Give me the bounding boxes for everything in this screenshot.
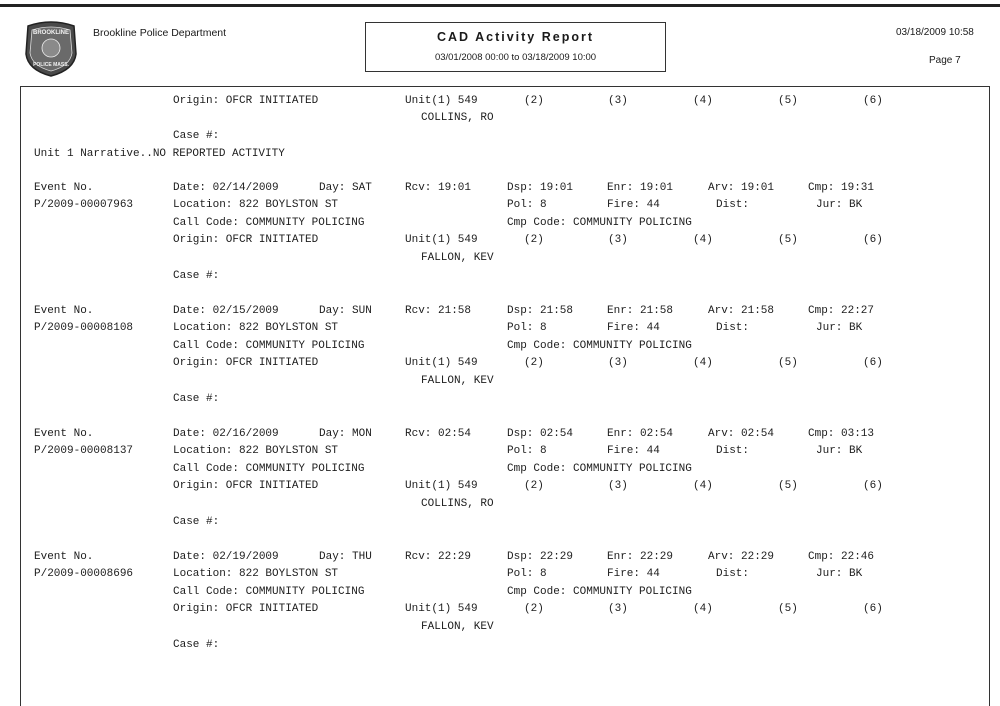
- logo-bottom-text: POLICE MASS.: [33, 62, 69, 68]
- event-date: Date: 02/14/2009: [173, 182, 279, 194]
- event-number-label: Event No.: [34, 182, 94, 194]
- police-district: Pol: 8: [507, 568, 547, 580]
- unit-4: (4): [693, 95, 713, 107]
- unit-2: (2): [524, 357, 544, 369]
- event-day: Day: SAT: [319, 182, 372, 194]
- received-time: Rcv: 02:54: [405, 428, 472, 440]
- complete-time: Cmp: 03:13: [808, 428, 875, 440]
- police-district: Pol: 8: [507, 199, 547, 211]
- unit-1: Unit(1) 549: [405, 480, 478, 492]
- call-code: Call Code: COMMUNITY POLICING: [173, 340, 365, 352]
- enroute-time: Enr: 19:01: [607, 182, 674, 194]
- event-number-label: Event No.: [34, 551, 94, 563]
- unit-6: (6): [863, 234, 883, 246]
- received-time: Rcv: 22:29: [405, 551, 472, 563]
- unit-6: (6): [863, 603, 883, 615]
- unit-4: (4): [693, 234, 713, 246]
- call-code: Call Code: COMMUNITY POLICING: [173, 463, 365, 475]
- unit-1: Unit(1) 549: [405, 234, 478, 246]
- unit-5: (5): [778, 95, 798, 107]
- unit-3: (3): [608, 357, 628, 369]
- dispatch-time: Dsp: 22:29: [507, 551, 574, 563]
- unit-5: (5): [778, 234, 798, 246]
- unit-5: (5): [778, 480, 798, 492]
- event-day: Day: THU: [319, 551, 372, 563]
- unit-1: Unit(1) 549: [405, 357, 478, 369]
- event-location: Location: 822 BOYLSTON ST: [173, 322, 339, 334]
- complete-time: Cmp: 19:31: [808, 182, 875, 194]
- fire-district: Fire: 44: [607, 199, 660, 211]
- event-location: Location: 822 BOYLSTON ST: [173, 445, 339, 457]
- district-label: Dist:: [716, 322, 750, 334]
- event-number-label: Event No.: [34, 305, 94, 317]
- fire-district: Fire: 44: [607, 568, 660, 580]
- unit-5: (5): [778, 357, 798, 369]
- jurisdiction: Jur: BK: [816, 568, 863, 580]
- unit-4: (4): [693, 480, 713, 492]
- jurisdiction: Jur: BK: [816, 199, 863, 211]
- event-id: P/2009-00007963: [34, 199, 134, 211]
- complete-code: Cmp Code: COMMUNITY POLICING: [507, 340, 692, 352]
- enroute-time: Enr: 22:29: [607, 551, 674, 563]
- unit-2: (2): [524, 480, 544, 492]
- jurisdiction: Jur: BK: [816, 445, 863, 457]
- complete-time: Cmp: 22:46: [808, 551, 875, 563]
- unit-4: (4): [693, 603, 713, 615]
- officer-name: COLLINS, RO: [421, 112, 494, 124]
- officer-name: FALLON, KEV: [421, 252, 494, 264]
- unit-3: (3): [608, 603, 628, 615]
- dispatch-time: Dsp: 21:58: [507, 305, 574, 317]
- dispatch-time: Dsp: 19:01: [507, 182, 574, 194]
- report-frame: [20, 86, 990, 706]
- page-number: Page 7: [929, 55, 961, 66]
- unit-3: (3): [608, 234, 628, 246]
- arrive-time: Arv: 22:29: [708, 551, 775, 563]
- police-district: Pol: 8: [507, 322, 547, 334]
- event-day: Day: MON: [319, 428, 372, 440]
- unit-narrative: Unit 1 Narrative..NO REPORTED ACTIVITY: [34, 148, 285, 160]
- case-number: Case #:: [173, 393, 220, 405]
- origin-text: Origin: OFCR INITIATED: [173, 603, 319, 615]
- case-number: Case #:: [173, 639, 220, 651]
- received-time: Rcv: 21:58: [405, 305, 472, 317]
- event-date: Date: 02/16/2009: [173, 428, 279, 440]
- unit-5: (5): [778, 603, 798, 615]
- police-district: Pol: 8: [507, 445, 547, 457]
- officer-name: FALLON, KEV: [421, 621, 494, 633]
- origin-text: Origin: OFCR INITIATED: [173, 234, 319, 246]
- event-id: P/2009-00008137: [34, 445, 134, 457]
- report-title: CAD Activity Report: [437, 30, 594, 44]
- call-code: Call Code: COMMUNITY POLICING: [173, 586, 365, 598]
- fire-district: Fire: 44: [607, 445, 660, 457]
- arrive-time: Arv: 21:58: [708, 305, 775, 317]
- unit-2: (2): [524, 234, 544, 246]
- unit-1: Unit(1) 549: [405, 603, 478, 615]
- event-location: Location: 822 BOYLSTON ST: [173, 199, 339, 211]
- enroute-time: Enr: 02:54: [607, 428, 674, 440]
- event-number-label: Event No.: [34, 428, 94, 440]
- officer-name: FALLON, KEV: [421, 375, 494, 387]
- officer-name: COLLINS, RO: [421, 498, 494, 510]
- unit-1: Unit(1) 549: [405, 95, 478, 107]
- complete-time: Cmp: 22:27: [808, 305, 875, 317]
- event-id: P/2009-00008108: [34, 322, 134, 334]
- event-id: P/2009-00008696: [34, 568, 134, 580]
- unit-3: (3): [608, 95, 628, 107]
- unit-2: (2): [524, 603, 544, 615]
- unit-6: (6): [863, 480, 883, 492]
- origin-text: Origin: OFCR INITIATED: [173, 95, 319, 107]
- arrive-time: Arv: 02:54: [708, 428, 775, 440]
- report-title-box: [365, 22, 666, 72]
- unit-2: (2): [524, 95, 544, 107]
- dispatch-time: Dsp: 02:54: [507, 428, 574, 440]
- event-date: Date: 02/15/2009: [173, 305, 279, 317]
- enroute-time: Enr: 21:58: [607, 305, 674, 317]
- district-label: Dist:: [716, 445, 750, 457]
- received-time: Rcv: 19:01: [405, 182, 472, 194]
- event-date: Date: 02/19/2009: [173, 551, 279, 563]
- district-label: Dist:: [716, 568, 750, 580]
- fire-district: Fire: 44: [607, 322, 660, 334]
- unit-6: (6): [863, 95, 883, 107]
- arrive-time: Arv: 19:01: [708, 182, 775, 194]
- call-code: Call Code: COMMUNITY POLICING: [173, 217, 365, 229]
- unit-4: (4): [693, 357, 713, 369]
- origin-text: Origin: OFCR INITIATED: [173, 480, 319, 492]
- complete-code: Cmp Code: COMMUNITY POLICING: [507, 217, 692, 229]
- logo-top-text: BROOKLINE: [33, 30, 69, 36]
- event-location: Location: 822 BOYLSTON ST: [173, 568, 339, 580]
- case-number: Case #:: [173, 270, 220, 282]
- unit-3: (3): [608, 480, 628, 492]
- police-badge-icon: [22, 20, 80, 78]
- complete-code: Cmp Code: COMMUNITY POLICING: [507, 586, 692, 598]
- date-range: 03/01/2008 00:00 to 03/18/2009 10:00: [434, 52, 597, 63]
- complete-code: Cmp Code: COMMUNITY POLICING: [507, 463, 692, 475]
- top-rule: [0, 4, 1000, 7]
- case-number: Case #:: [173, 130, 220, 142]
- case-number: Case #:: [173, 516, 220, 528]
- department-name: Brookline Police Department: [93, 27, 227, 39]
- district-label: Dist:: [716, 199, 750, 211]
- unit-6: (6): [863, 357, 883, 369]
- event-day: Day: SUN: [319, 305, 372, 317]
- origin-text: Origin: OFCR INITIATED: [173, 357, 319, 369]
- jurisdiction: Jur: BK: [816, 322, 863, 334]
- print-date: 03/18/2009 10:58: [896, 27, 974, 38]
